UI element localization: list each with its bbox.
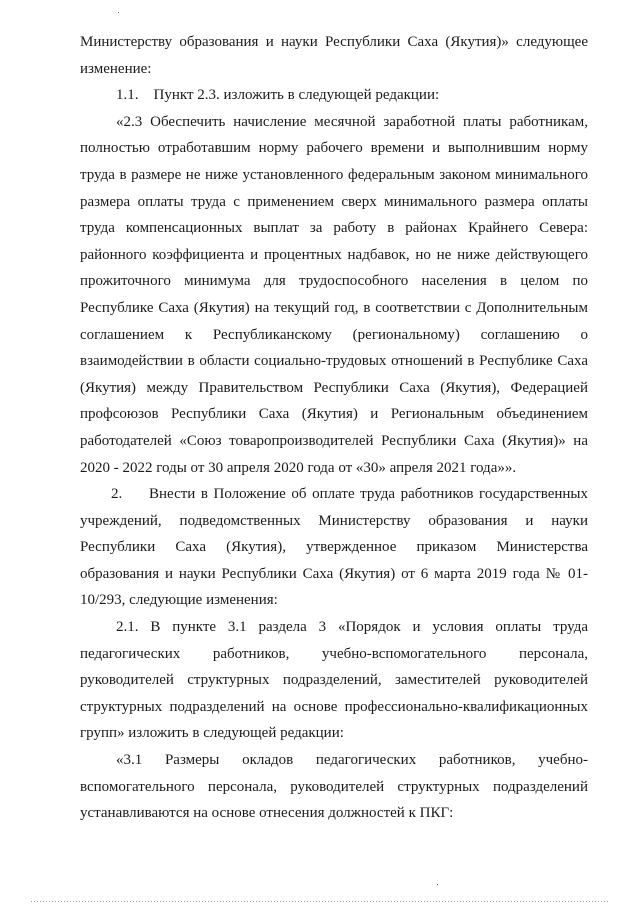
scan-speck: [118, 12, 119, 13]
paragraph-2-3: «2.3 Обеспечить начисление месячной заработной платы работникам, полностью отработавшим норму рабочего времени и выполнившим норму труда в размере не ниже установленного федеральным законом минимального размера оплаты труда с применением сверх минимального размера оплаты труда компенсационных выплат за работу в районах Крайнего Севера: районного коэффициента и процентных надбавок, но не ниже действующего прожиточного минимума для трудоспособного населения в целом по Республике Саха (Якутия) на текущий год, в соответствии с Дополнительным соглашением к Республиканскому (региональному) соглашению о взаимодействии в области социально-трудовых отношений в Республике Саха (Якутия) между Правительством Республики Саха (Якутия), Федерацией профсоюзов Республики Саха (Якутия) и Региональным объединением работодателей «Союз товаропроизводителей Республики Саха (Якутия)» на 2020 - 2022 годы от 30 апреля 2020 года от «30» апреля 2021 года»».: [80, 113, 588, 476]
paragraph-1-1: 1.1. Пункт 2.3. изложить в следующей редакции:: [116, 87, 440, 104]
paragraph-3-1: «3.1 Размеры окладов педагогических работников, учебно-вспомогательного персонала, руководителей структурных подразделений устанавливаются на основе отнесения должностей к ПКГ:: [80, 752, 588, 822]
scan-edge-dots: [30, 901, 610, 902]
paragraph-2-text: Внести в Положение об оплате труда работников государственных учреждений, подведомственных Министерству образования и науки Республики Саха (Якутия), утвержденное приказом Министерства образования и науки Республики Саха (Якутия) от 6 марта 2019 года № 01-10/293, следующие изменения:: [80, 486, 588, 609]
paragraph-intro: Министерству образования и науки Республики Саха (Якутия)» следующее изменение:: [80, 34, 588, 77]
list-number: 2.: [111, 486, 123, 503]
paragraph-2-1: 2.1. В пункте 3.1 раздела 3 «Порядок и условия оплаты труда педагогических работников, учебно-вспомогательного персонала, руководителей структурных подразделений, заместителей руководителей структурных подразделений на основе профессионально-квалификационных групп» изложить в следующей редакции:: [80, 619, 588, 742]
scan-speck: [437, 884, 438, 885]
paragraph-2: [80, 481, 588, 614]
document-body: [80, 29, 588, 827]
